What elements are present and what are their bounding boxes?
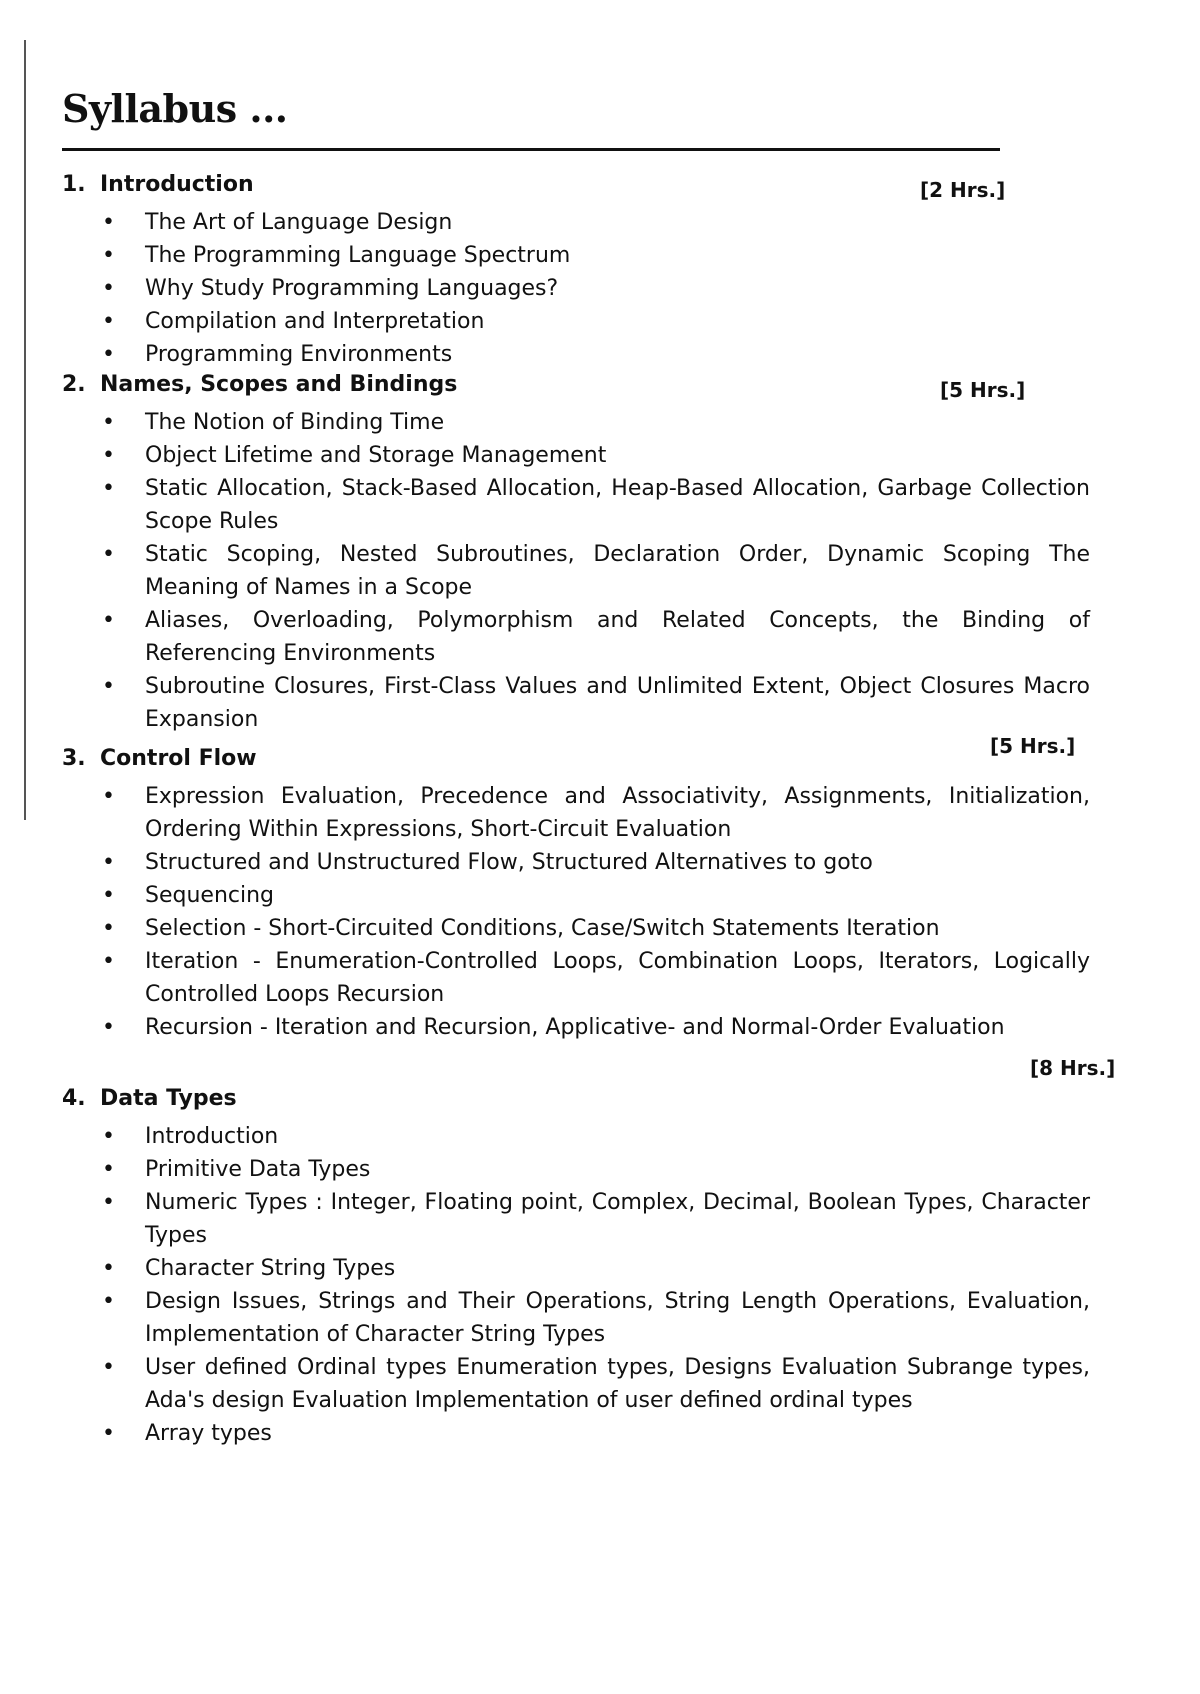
list-item: • Numeric Types : Integer, Floating point, Complex, Decimal, Boolean Types, Character Types: [0, 1186, 1200, 1252]
bullet-icon: •: [102, 1190, 115, 1215]
section-control-flow: [0, 734, 1200, 1044]
bullet-icon: •: [102, 410, 115, 435]
section-number: 1.: [62, 172, 86, 197]
section-hours: [5 Hrs.]: [990, 734, 1076, 758]
list-item: • The Notion of Binding Time: [0, 406, 1200, 439]
list-item: • The Programming Language Spectrum: [0, 239, 1200, 272]
section-hours: [8 Hrs.]: [1030, 1056, 1116, 1080]
section-number: 4.: [62, 1086, 86, 1111]
bullet-icon: •: [102, 342, 115, 367]
section-hours: [5 Hrs.]: [940, 378, 1026, 402]
list-item: • Expression Evaluation, Precedence and Associativity, Assignments, Initialization, Ordering Within Expressions, Short-Circuit Evaluation: [0, 780, 1200, 846]
section-header: [0, 372, 1200, 406]
topic-list: [0, 406, 1200, 736]
bullet-icon: •: [102, 784, 115, 809]
bullet-icon: •: [102, 1015, 115, 1040]
bullet-icon: •: [102, 309, 115, 334]
title-rule: [62, 148, 1000, 151]
list-item: • Structured and Unstructured Flow, Structured Alternatives to goto: [0, 846, 1200, 879]
bullet-icon: •: [102, 443, 115, 468]
bullet-icon: •: [102, 1256, 115, 1281]
list-item: • Aliases, Overloading, Polymorphism and Related Concepts, the Binding of Referencing Environments: [0, 604, 1200, 670]
list-item: • Selection - Short-Circuited Conditions, Case/Switch Statements Iteration: [0, 912, 1200, 945]
section-number: 2.: [62, 372, 86, 397]
bullet-icon: •: [102, 883, 115, 908]
section-header: [0, 734, 1200, 780]
bullet-icon: •: [102, 1355, 115, 1380]
bullet-icon: •: [102, 674, 115, 699]
section-introduction: [0, 172, 1200, 371]
bullet-icon: •: [102, 1421, 115, 1446]
bullet-icon: •: [102, 850, 115, 875]
section-names-scopes-bindings: [0, 372, 1200, 736]
list-item: • The Art of Language Design: [0, 206, 1200, 239]
bullet-icon: •: [102, 916, 115, 941]
bullet-icon: •: [102, 1157, 115, 1182]
page-title: Syllabus ...: [62, 86, 288, 131]
bullet-icon: •: [102, 276, 115, 301]
section-header: [0, 1056, 1200, 1120]
list-item: • Character String Types: [0, 1252, 1200, 1285]
list-item: • Subroutine Closures, First-Class Values and Unlimited Extent, Object Closures Macro Expansion: [0, 670, 1200, 736]
list-item: • Programming Environments: [0, 338, 1200, 371]
bullet-icon: •: [102, 1289, 115, 1314]
list-item: • Object Lifetime and Storage Management: [0, 439, 1200, 472]
bullet-icon: •: [102, 243, 115, 268]
section-title: Names, Scopes and Bindings: [100, 372, 458, 397]
bullet-icon: •: [102, 210, 115, 235]
list-item: • Static Scoping, Nested Subroutines, Declaration Order, Dynamic Scoping The Meaning of Names in a Scope: [0, 538, 1200, 604]
list-item: • Iteration - Enumeration-Controlled Loops, Combination Loops, Iterators, Logically Controlled Loops Recursion: [0, 945, 1200, 1011]
list-item: • Static Allocation, Stack-Based Allocation, Heap-Based Allocation, Garbage Collection Scope Rules: [0, 472, 1200, 538]
section-data-types: [0, 1056, 1200, 1450]
section-hours: [2 Hrs.]: [920, 178, 1006, 202]
topic-list: [0, 1120, 1200, 1450]
list-item: • Why Study Programming Languages?: [0, 272, 1200, 305]
section-number: 3.: [62, 746, 86, 771]
bullet-icon: •: [102, 1124, 115, 1149]
section-title: Introduction: [100, 172, 254, 197]
list-item: • Introduction: [0, 1120, 1200, 1153]
bullet-icon: •: [102, 476, 115, 501]
bullet-icon: •: [102, 542, 115, 567]
list-item: • Array types: [0, 1417, 1200, 1450]
bullet-icon: •: [102, 608, 115, 633]
list-item: • User defined Ordinal types Enumeration types, Designs Evaluation Subrange types, Ada's design Evaluation Implementation of user defined ordinal types: [0, 1351, 1200, 1417]
topic-list: [0, 206, 1200, 371]
list-item: • Primitive Data Types: [0, 1153, 1200, 1186]
list-item: • Sequencing: [0, 879, 1200, 912]
list-item: • Compilation and Interpretation: [0, 305, 1200, 338]
list-item: • Recursion - Iteration and Recursion, Applicative- and Normal-Order Evaluation: [0, 1011, 1200, 1044]
section-title: Data Types: [100, 1086, 237, 1111]
list-item: • Design Issues, Strings and Their Operations, String Length Operations, Evaluation, Implementation of Character String Types: [0, 1285, 1200, 1351]
section-title: Control Flow: [100, 746, 257, 771]
section-header: [0, 172, 1200, 206]
topic-list: [0, 780, 1200, 1044]
bullet-icon: •: [102, 949, 115, 974]
